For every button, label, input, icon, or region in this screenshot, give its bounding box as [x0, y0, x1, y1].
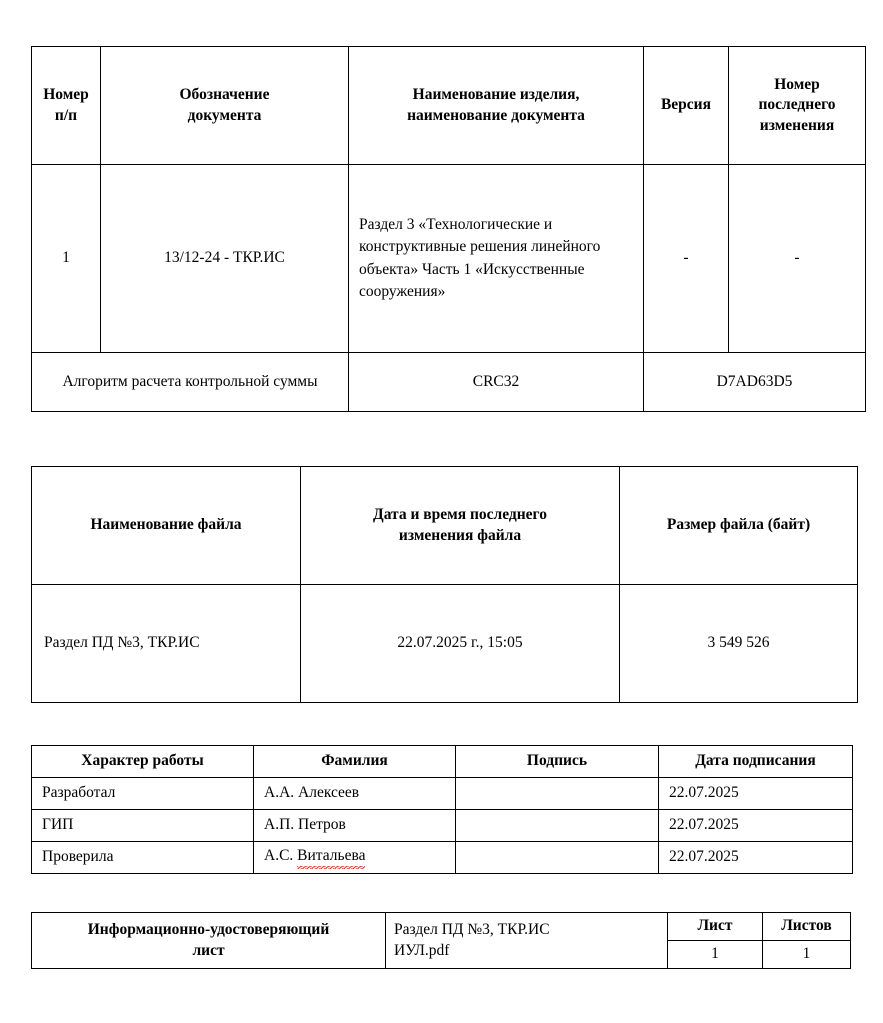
header-version: Версия [644, 47, 729, 165]
checksum-row [32, 353, 866, 412]
header-designation-line1: Обозначение [179, 86, 270, 104]
file-info-table [31, 466, 858, 703]
signatures-table [31, 745, 853, 874]
cell-row-number: 1 [32, 165, 101, 353]
header-last-change-line3: изменения [759, 116, 835, 134]
header-work-role: Характер работы [32, 746, 254, 778]
table-header-row [32, 746, 853, 778]
table-row [32, 585, 858, 703]
footer-title-line2: лист [192, 941, 225, 959]
surname-text: А.А. Алексеев [264, 784, 360, 802]
header-surname: Фамилия [254, 746, 456, 778]
header-modified-datetime [301, 467, 620, 585]
surname-misspelled-text: Витальева [297, 846, 365, 870]
cell-footer-title [32, 913, 386, 969]
header-sheets: Листов [763, 913, 851, 941]
table-row [32, 810, 853, 842]
header-signature: Подпись [456, 746, 659, 778]
cell-checksum-algorithm: CRC32 [349, 353, 644, 412]
cell-surname [254, 810, 456, 842]
cell-work-role: Проверила [32, 842, 254, 874]
footer-file-line1: Раздел ПД №3, ТКР.ИС [394, 920, 550, 938]
table-header-row [32, 47, 866, 165]
header-modified-line2: изменения файла [398, 526, 522, 544]
header-last-change-line1: Номер [774, 75, 820, 93]
cell-surname [254, 778, 456, 810]
cell-signature [456, 842, 659, 874]
cell-modified-datetime: 22.07.2025 г., 15:05 [301, 585, 620, 703]
header-number [32, 47, 101, 165]
surname-initials: А.С. [264, 846, 298, 864]
document-registry-table [31, 46, 866, 412]
cell-sign-date: 22.07.2025 [659, 842, 853, 874]
header-sign-date: Дата подписания [659, 746, 853, 778]
cell-checksum-label: Алгоритм расчета контрольной суммы [32, 353, 349, 412]
header-designation [101, 47, 349, 165]
cell-signature [456, 778, 659, 810]
sheet-stamp-table [31, 912, 851, 969]
header-modified-line1: Дата и время последнего [373, 506, 547, 524]
cell-sheet-number: 1 [668, 941, 763, 969]
cell-sign-date: 22.07.2025 [659, 810, 853, 842]
header-number-line1: Номер [43, 86, 89, 104]
cell-work-role: Разработал [32, 778, 254, 810]
cell-footer-file [386, 913, 668, 969]
header-last-change [729, 47, 866, 165]
header-product-name-line2: наименование документа [407, 106, 585, 124]
table-header-row [32, 467, 858, 585]
cell-last-change: - [729, 165, 866, 353]
cell-checksum-value: D7AD63D5 [644, 353, 866, 412]
table-row [32, 778, 853, 810]
cell-file-size: 3 549 526 [620, 585, 858, 703]
footer-file-line2: ИУЛ.pdf [394, 941, 450, 959]
header-file-name: Наименование файла [32, 467, 301, 585]
table-row [32, 165, 866, 353]
table-row [32, 913, 851, 941]
footer-title-line1: Информационно-удостоверяющий [87, 920, 330, 938]
cell-version: - [644, 165, 729, 353]
surname-text: А.П. Петров [264, 816, 346, 834]
header-file-size: Размер файла (байт) [620, 467, 858, 585]
header-sheet: Лист [668, 913, 763, 941]
cell-surname [254, 842, 456, 874]
header-designation-line2: документа [187, 106, 262, 124]
cell-signature [456, 810, 659, 842]
header-product-name-line1: Наименование изделия, [412, 86, 580, 104]
cell-work-role: ГИП [32, 810, 254, 842]
cell-sheets-total: 1 [763, 941, 851, 969]
cell-document-designation: 13/12-24 - ТКР.ИС [101, 165, 349, 353]
cell-product-name: Раздел 3 «Технологические и конструктивные решения линейного объекта» Часть 1 «Искусственные сооружения» [349, 165, 644, 353]
table-row [32, 842, 853, 874]
header-product-name [349, 47, 644, 165]
header-number-line2: п/п [54, 106, 78, 124]
cell-file-name: Раздел ПД №3, ТКР.ИС [32, 585, 301, 703]
header-last-change-line2: последнего [758, 96, 836, 114]
cell-sign-date: 22.07.2025 [659, 778, 853, 810]
